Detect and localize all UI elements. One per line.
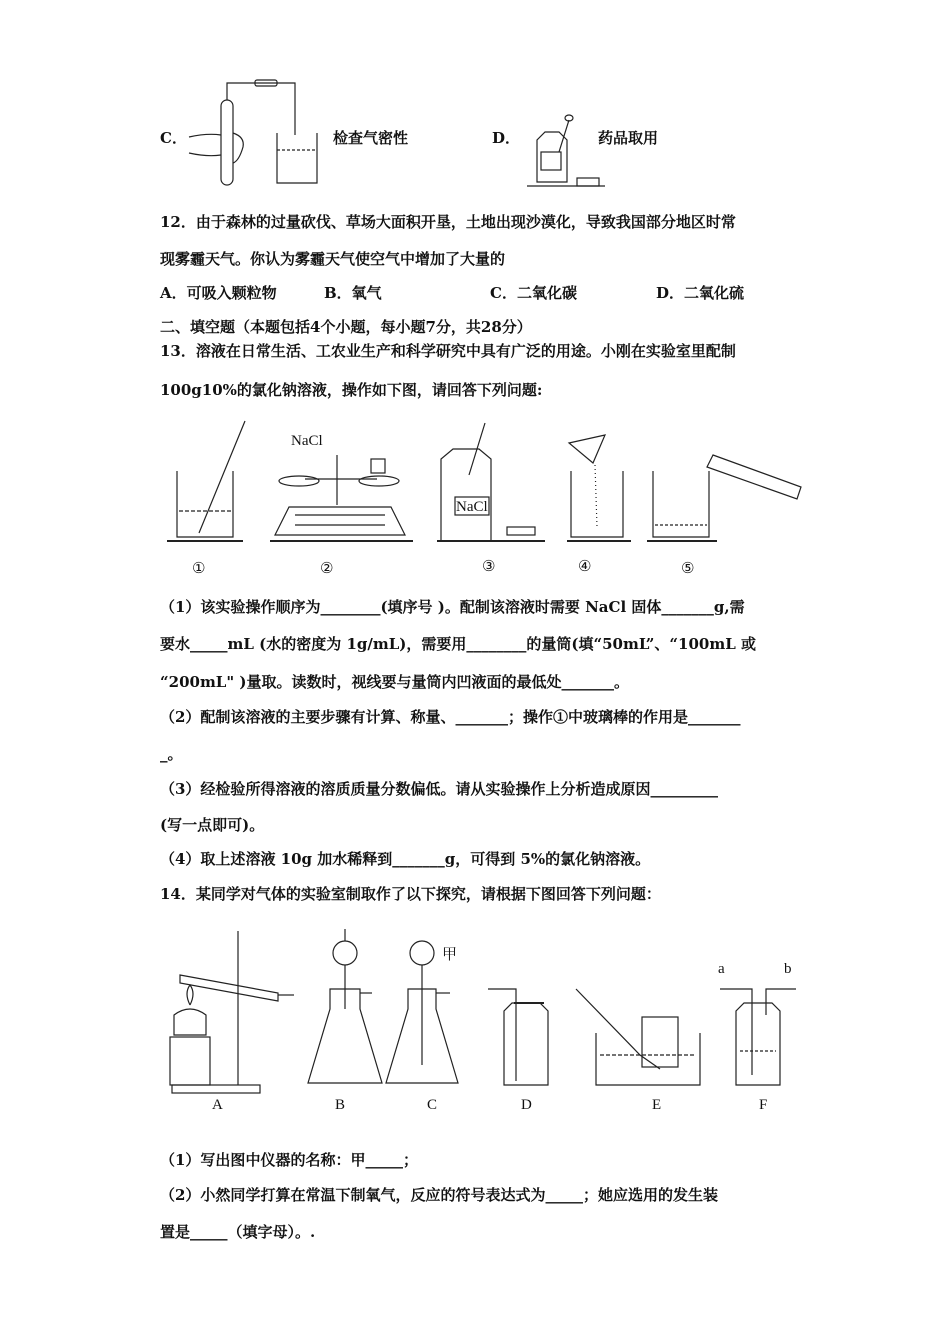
apparatus-b-label: B (335, 1097, 346, 1113)
q13-part2-line1: （2）配制该溶液的主要步骤有计算、称量、_______；操作①中玻璃棒的作用是_______ (160, 708, 741, 726)
port-a-label: a (718, 961, 725, 977)
apparatus-a-label: A (212, 1097, 223, 1113)
q12-option-a: A．可吸入颗粒物 (160, 284, 277, 302)
q14-part1: （1）写出图中仪器的名称：甲_____； (160, 1151, 418, 1169)
gas-apparatus-figure (160, 915, 810, 1115)
step-3-label: ③ (482, 557, 496, 575)
q13-part4-line1: （4）取上述溶液 10g 加水稀释到_______g，可得到 5%的氯化钠溶液。 (160, 850, 651, 868)
q13-part3-line1: （3）经检验所得溶液的溶质质量分数偏低。请从实验操作上分析造成原因_________ (160, 780, 718, 798)
step-5-label: ⑤ (681, 559, 695, 577)
q13-line2: 100g10%的氯化钠溶液，操作如下图，请回答下列问题: (160, 381, 543, 399)
apparatus-c-label: C (427, 1097, 438, 1113)
option-c-text: 检查气密性 (333, 129, 409, 147)
solution-prep-figure (165, 415, 815, 585)
option-d-label: D． (492, 129, 521, 147)
airtightness-check-figure (185, 75, 315, 190)
q14-part2-line2: 置是_____（填字母）。. (160, 1223, 316, 1241)
step-1-label: ① (192, 559, 206, 577)
step-2-label: ② (320, 559, 334, 577)
nacl-scale-label: NaCl (291, 433, 323, 449)
label-jia: 甲 (442, 947, 458, 963)
reagent-taking-figure (527, 112, 607, 192)
q12-line1: 12．由于森林的过量砍伐、草场大面积开垦，土地出现沙漠化，导致我国部分地区时常 (160, 213, 736, 231)
nacl-bottle-label: NaCl (456, 499, 488, 515)
option-c-label: C． (160, 129, 187, 147)
q13-part1-line1: （1）该实验操作顺序为________(填序号 )。配制该溶液时需要 NaCl 固体_______g,需 (160, 598, 745, 616)
q13-part3-line2: (写一点即可)。 (160, 816, 265, 834)
apparatus-d-label: D (521, 1097, 532, 1113)
q12-option-c: C．二氧化碳 (490, 284, 577, 302)
q13-part1-line3: “200mL" )量取。读数时，视线要与量筒内凹液面的最低处_______。 (160, 673, 629, 691)
q12-option-b: B．氧气 (324, 284, 382, 302)
apparatus-f-label: F (759, 1097, 768, 1113)
port-b-label: b (784, 961, 792, 977)
apparatus-e-label: E (652, 1097, 662, 1113)
q14-line1: 14．某同学对气体的实验室制取作了以下探究，请根据下图回答下列问题： (160, 885, 661, 903)
step-4-label: ④ (578, 557, 592, 575)
option-d-text: 药品取用 (598, 129, 659, 147)
q13-part1-line2: 要水_____mL (水的密度为 1g/mL)，需要用________的量筒(填“50mL”、“100mL 或 (160, 635, 757, 653)
q12-option-d: D．二氧化硫 (656, 284, 745, 302)
q13-line1: 13．溶液在日常生活、工农业生产和科学研究中具有广泛的用途。小刚在实验室里配制 (160, 342, 736, 360)
q13-part2-line2: _。 (160, 745, 183, 763)
section-title: 二、填空题（本题包括4个小题，每小题7分，共28分） (160, 318, 532, 336)
q14-part2-line1: （2）小然同学打算在常温下制氧气，反应的符号表达式为_____；她应选用的发生装 (160, 1186, 718, 1204)
q12-line2: 现雾霾天气。你认为雾霾天气使空气中增加了大量的 (160, 250, 506, 268)
